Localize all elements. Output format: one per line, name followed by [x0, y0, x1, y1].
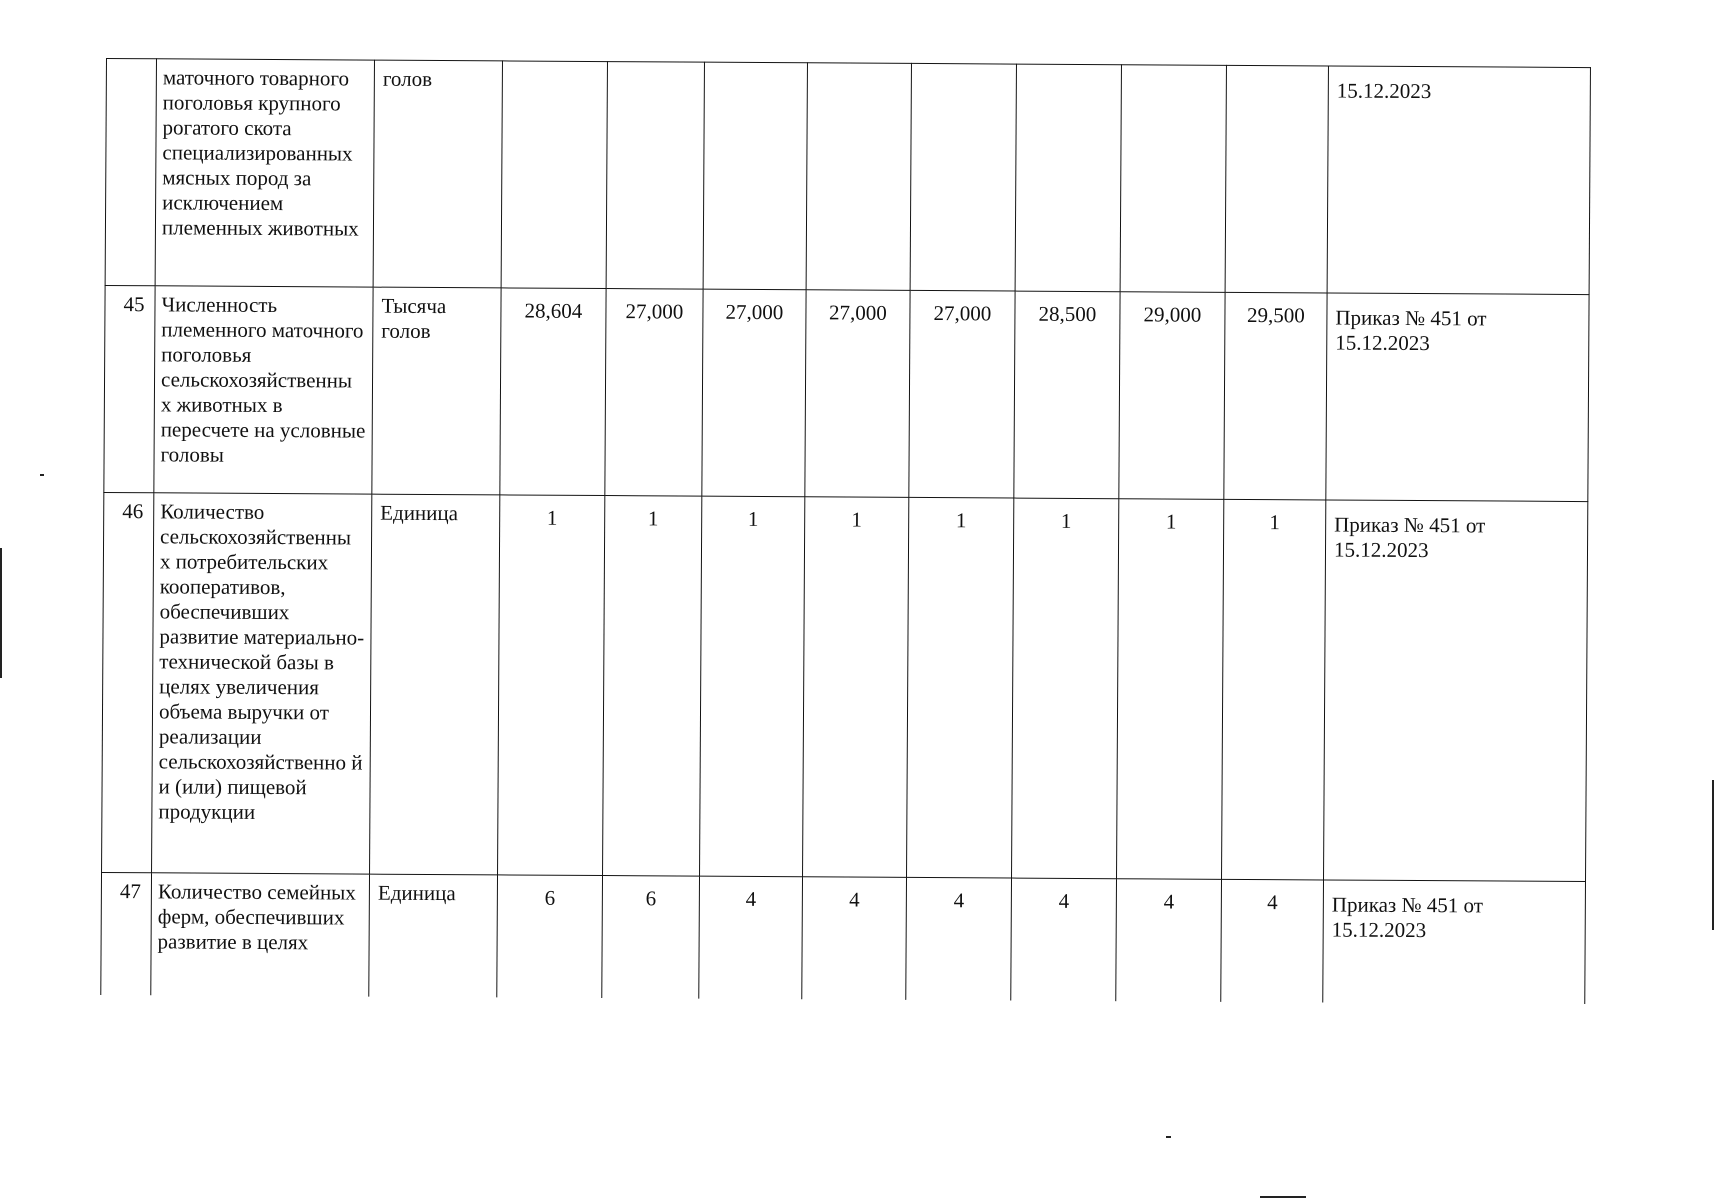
value-cell: 4	[1221, 879, 1324, 1002]
table-row	[105, 59, 1590, 295]
scan-mark	[1712, 780, 1714, 930]
value-cell: 27,000	[605, 289, 703, 497]
value-cell: 1	[498, 495, 605, 876]
table-row	[102, 492, 1588, 881]
value-cell: 28,500	[1014, 291, 1120, 499]
value-cell: 4	[1116, 879, 1222, 1002]
value-cell: 27,000	[702, 289, 806, 497]
unit-cell: Тысяча голов	[372, 287, 501, 495]
indicators-table	[100, 58, 1591, 1004]
indicator-name: Количество сельскохозяйственны х потребительских кооперативов, обеспечивших развитие материально-технической базы в целях увеличения объема выручки от реализации сельскохозяйственно й и (или) пищевой продукции	[152, 493, 372, 874]
value-cell: 4	[1011, 878, 1117, 1001]
document-reference: 15.12.2023	[1327, 66, 1590, 295]
scan-mark	[0, 548, 2, 678]
value-cell: 4	[699, 876, 803, 999]
unit-cell: Единица	[369, 874, 498, 997]
row-number: 47	[101, 872, 152, 995]
value-cell: 29,000	[1119, 292, 1225, 500]
value-cell	[606, 62, 704, 290]
value-cell: 4	[906, 877, 1012, 1000]
unit-cell: Единица	[370, 494, 500, 875]
value-cell: 1	[1012, 498, 1119, 879]
document-reference: Приказ № 451 от 15.12.2023	[1326, 293, 1589, 502]
value-cell: 29,500	[1224, 292, 1327, 500]
scan-mark	[1166, 1136, 1171, 1138]
value-cell: 6	[497, 875, 603, 998]
value-cell	[1120, 65, 1226, 293]
unit-cell: голов	[373, 60, 502, 288]
value-cell: 6	[602, 876, 700, 999]
value-cell: 1	[700, 496, 805, 877]
value-cell	[910, 63, 1016, 291]
value-cell	[501, 61, 607, 289]
row-number: 45	[104, 285, 155, 492]
indicator-name: Численность племенного маточного поголовья сельскохозяйственны х животных в пересчете на условные головы	[154, 286, 373, 494]
row-number: 46	[102, 492, 154, 872]
document-reference: Приказ № 451 от 15.12.2023	[1324, 500, 1588, 882]
scan-mark	[40, 474, 44, 476]
value-cell	[703, 62, 807, 290]
table-row	[101, 872, 1586, 1004]
value-cell: 27,000	[909, 290, 1015, 498]
table-row	[104, 285, 1589, 501]
value-cell: 1	[603, 496, 702, 877]
scan-mark	[1260, 1196, 1306, 1198]
value-cell: 28,604	[500, 288, 606, 496]
value-cell	[1015, 64, 1121, 292]
value-cell	[806, 63, 911, 291]
indicator-name: Количество семейных ферм, обеспечивших развитие в целях	[151, 873, 370, 997]
row-number	[105, 59, 156, 286]
value-cell	[1225, 65, 1328, 293]
value-cell: 4	[802, 877, 907, 1000]
document-reference: Приказ № 451 от 15.12.2023	[1323, 880, 1586, 1004]
value-cell: 1	[1117, 499, 1224, 880]
value-cell: 1	[803, 497, 909, 878]
value-cell: 27,000	[805, 290, 910, 498]
value-cell: 1	[907, 497, 1014, 878]
indicator-name: маточного товарного поголовья крупного рогатого скота специализированных мясных пород за исключением племенных животных	[155, 59, 374, 287]
value-cell: 1	[1222, 499, 1326, 880]
